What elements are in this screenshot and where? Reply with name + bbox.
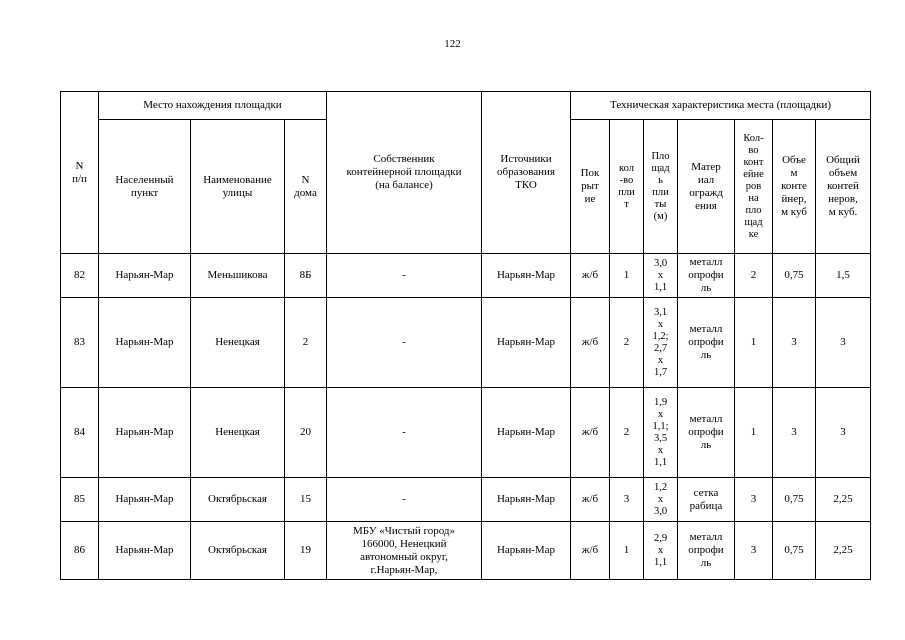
page-number: 122 (444, 38, 461, 50)
cell-containers: 2 (735, 254, 773, 298)
cell-slab-area: 2,9 х 1,1 (644, 522, 678, 580)
cell-total: 3 (816, 388, 871, 478)
table-row (61, 478, 871, 522)
header-location-group: Место нахождения площадки (99, 92, 327, 120)
header-street: Наименование улицы (191, 120, 285, 254)
header-fence-material: Матер иал огражд ения (678, 120, 735, 254)
cell-volume: 3 (773, 298, 816, 388)
cell-containers: 1 (735, 298, 773, 388)
cell-surface: ж/б (571, 388, 610, 478)
cell-house: 15 (285, 478, 327, 522)
header-owner: Собственник контейнерной площадки (на балансе) (327, 92, 482, 254)
cell-surface: ж/б (571, 522, 610, 580)
table-row (61, 298, 871, 388)
header-container-volume: Объе м конте йнер, м куб (773, 120, 816, 254)
cell-num: 85 (61, 478, 99, 522)
cell-volume: 0,75 (773, 522, 816, 580)
cell-total: 2,25 (816, 478, 871, 522)
cell-owner: - (327, 478, 482, 522)
header-total-volume: Общий объем контей неров, м куб. (816, 120, 871, 254)
cell-slab-count: 2 (610, 298, 644, 388)
cell-slab-count: 1 (610, 522, 644, 580)
header-tech-group: Техническая характеристика места (площадки) (571, 92, 871, 120)
cell-street: Меньшикова (191, 254, 285, 298)
cell-sources: Нарьян-Мар (482, 254, 571, 298)
table-row (61, 254, 871, 298)
header-surface: Пок рыт ие (571, 120, 610, 254)
header-slab-area: Пло щад ь пли ты (м) (644, 120, 678, 254)
cell-fence: металл опрофи ль (678, 298, 735, 388)
header-container-count: Кол- во конт ейне ров на пло щад ке (735, 120, 773, 254)
cell-num: 82 (61, 254, 99, 298)
cell-street: Октябрьская (191, 478, 285, 522)
cell-slab-area: 3,1 х 1,2; 2,7 х 1,7 (644, 298, 678, 388)
cell-settlement: Нарьян-Мар (99, 522, 191, 580)
cell-containers: 1 (735, 388, 773, 478)
cell-sources: Нарьян-Мар (482, 478, 571, 522)
cell-fence: металл опрофи ль (678, 254, 735, 298)
cell-settlement: Нарьян-Мар (99, 388, 191, 478)
table-row (61, 388, 871, 478)
cell-surface: ж/б (571, 254, 610, 298)
header-slab-count: кол -во пли т (610, 120, 644, 254)
cell-house: 8Б (285, 254, 327, 298)
cell-fence: металл опрофи ль (678, 388, 735, 478)
cell-street: Октябрьская (191, 522, 285, 580)
cell-owner: - (327, 254, 482, 298)
cell-house: 19 (285, 522, 327, 580)
cell-owner: - (327, 298, 482, 388)
container-sites-table (60, 91, 871, 580)
cell-sources: Нарьян-Мар (482, 388, 571, 478)
cell-slab-count: 2 (610, 388, 644, 478)
cell-num: 84 (61, 388, 99, 478)
cell-containers: 3 (735, 522, 773, 580)
cell-house: 2 (285, 298, 327, 388)
cell-owner: МБУ «Чистый город» 166000, Ненецкий автономный округ, г.Нарьян-Мар, (327, 522, 482, 580)
cell-settlement: Нарьян-Мар (99, 254, 191, 298)
cell-house: 20 (285, 388, 327, 478)
header-row-group (61, 92, 871, 120)
cell-settlement: Нарьян-Мар (99, 478, 191, 522)
header-num: N п/п (61, 92, 99, 254)
cell-total: 1,5 (816, 254, 871, 298)
cell-slab-area: 3,0 х 1,1 (644, 254, 678, 298)
cell-num: 86 (61, 522, 99, 580)
cell-surface: ж/б (571, 478, 610, 522)
cell-settlement: Нарьян-Мар (99, 298, 191, 388)
cell-slab-count: 3 (610, 478, 644, 522)
header-sources: Источники образования ТКО (482, 92, 571, 254)
header-settlement: Населенный пункт (99, 120, 191, 254)
cell-num: 83 (61, 298, 99, 388)
cell-slab-count: 1 (610, 254, 644, 298)
cell-slab-area: 1,9 х 1,1; 3,5 х 1,1 (644, 388, 678, 478)
cell-containers: 3 (735, 478, 773, 522)
cell-fence: сетка рабица (678, 478, 735, 522)
cell-slab-area: 1,2 х 3,0 (644, 478, 678, 522)
cell-street: Ненецкая (191, 388, 285, 478)
cell-owner: - (327, 388, 482, 478)
cell-sources: Нарьян-Мар (482, 522, 571, 580)
cell-volume: 0,75 (773, 254, 816, 298)
cell-total: 3 (816, 298, 871, 388)
cell-total: 2,25 (816, 522, 871, 580)
cell-sources: Нарьян-Мар (482, 298, 571, 388)
table-row (61, 522, 871, 580)
cell-surface: ж/б (571, 298, 610, 388)
cell-volume: 0,75 (773, 478, 816, 522)
header-house: N дома (285, 120, 327, 254)
cell-fence: металл опрофи ль (678, 522, 735, 580)
cell-volume: 3 (773, 388, 816, 478)
cell-street: Ненецкая (191, 298, 285, 388)
